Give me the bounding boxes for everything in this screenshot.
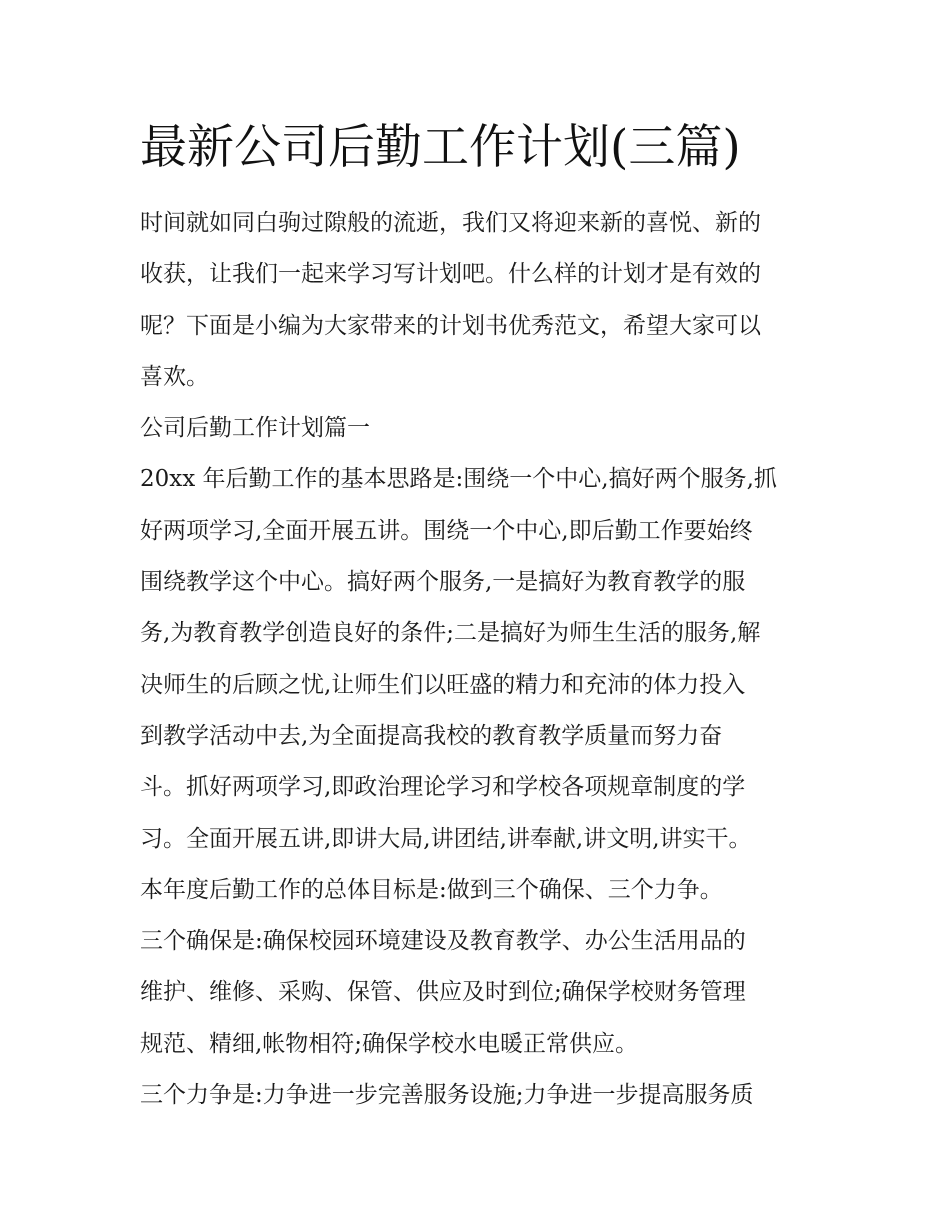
section-heading (140, 403, 815, 454)
text-line: 规范、精细,帐物相符;确保学校水电暖正常供应。 (140, 1030, 639, 1057)
text-line: 呢？下面是小编为大家带来的计划书优秀范文，希望大家可以 (140, 312, 761, 339)
text-line: 三个确保是:确保校园环境建设及教育教学、办公生活用品的 (140, 928, 746, 955)
text-line: 本年度后勤工作的总体目标是:做到三个确保、三个力争。 (140, 876, 723, 903)
paragraph-basic-approach (140, 454, 815, 864)
text-line: 围绕教学这个中心。搞好两个服务,一是搞好为教育教学的服 (140, 569, 746, 596)
text-line: 斗。抓好两项学习,即政治理论学习和学校各项规章制度的学 (140, 774, 746, 801)
document-body (140, 198, 815, 1121)
text-line: 喜欢。 (140, 363, 209, 390)
paragraph-intro (140, 198, 815, 403)
text-line: 好两项学习,全面开展五讲。围绕一个中心,即后勤工作要始终 (140, 517, 753, 544)
paragraph-three-strives (140, 1070, 815, 1121)
text-line: 务,为教育教学创造良好的条件;二是搞好为师生生活的服务,解 (140, 620, 761, 647)
text-line: 习。全面开展五讲,即讲大局,讲团结,讲奉献,讲文明,讲实干。 (140, 825, 752, 852)
section-heading-text: 公司后勤工作计划篇一 (140, 415, 370, 442)
text-line: 20xx 年后勤工作的基本思路是:围绕一个中心,搞好两个服务,抓 (140, 466, 777, 493)
text-line: 收获，让我们一起来学习写计划吧。什么样的计划才是有效的 (140, 261, 761, 288)
text-line: 到教学活动中去,为全面提高我校的教育教学质量而努力奋 (140, 722, 723, 749)
paragraph-three-ensures (140, 916, 815, 1070)
text-line: 维护、维修、采购、保管、供应及时到位;确保学校财务管理 (140, 979, 746, 1006)
paragraph-overall-goal (140, 865, 815, 916)
document-title: 最新公司后勤工作计划(三篇) (140, 120, 741, 175)
text-line: 时间就如同白驹过隙般的流逝，我们又将迎来新的喜悦、新的 (140, 210, 761, 236)
text-line: 决师生的后顾之忧,让师生们以旺盛的精力和充沛的体力投入 (140, 671, 746, 698)
text-line: 三个力争是:力争进一步完善服务设施;力争进一步提高服务质 (140, 1082, 754, 1109)
